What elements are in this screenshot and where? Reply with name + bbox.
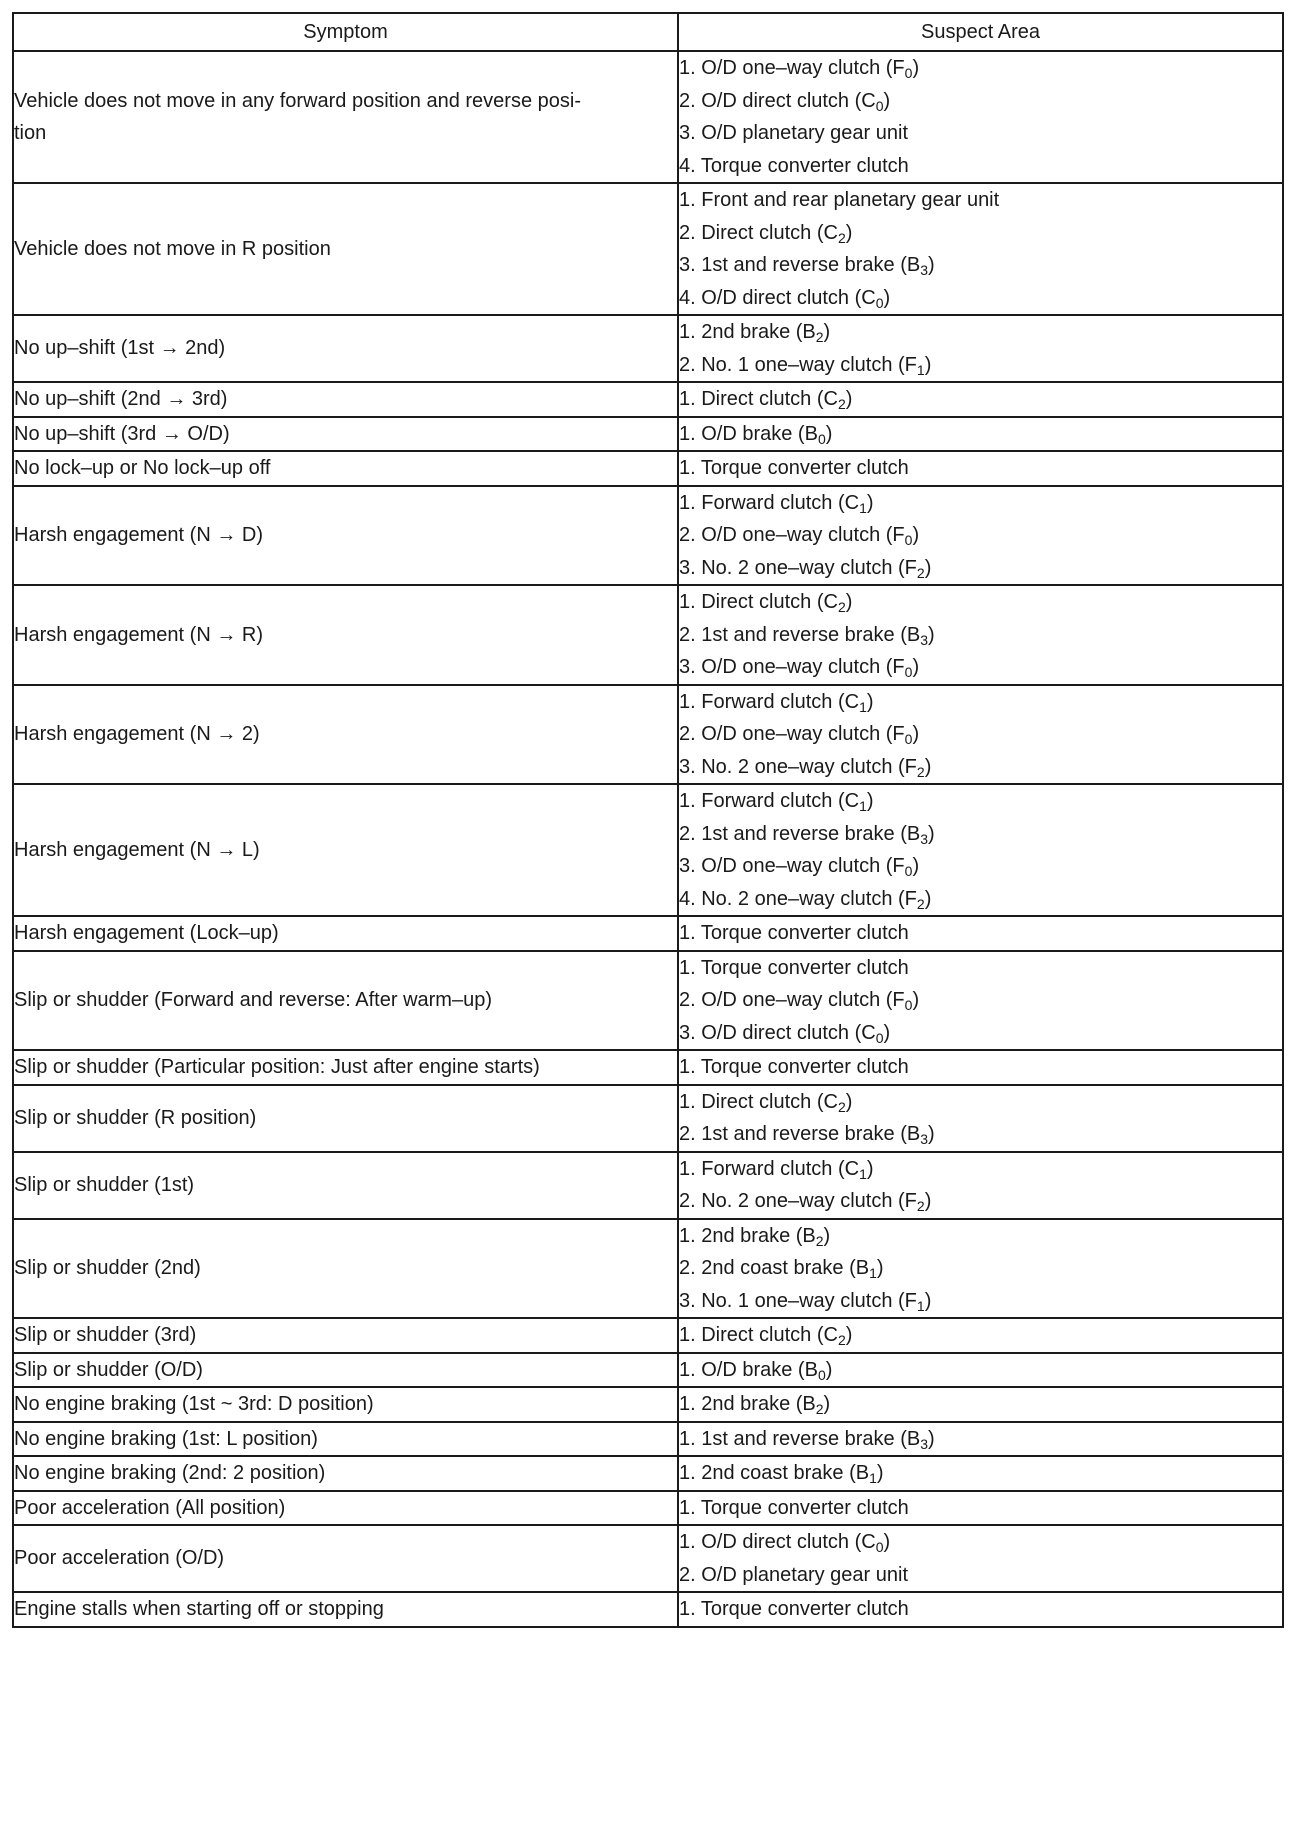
suspect-item: 1. O/D one–way clutch $(F_0)$	[679, 57, 920, 81]
suspect-item: 1. Torque converter clutch	[679, 956, 909, 979]
suspect-item: 1. O/D brake $(B_0)$	[679, 422, 833, 447]
suspect-area-column-header: Suspect Area	[678, 13, 1283, 51]
suspect-item: 3. O/D planetary gear unit	[679, 122, 909, 144]
table-row	[13, 51, 1283, 183]
symptom-cell: No engine braking (2nd: 2 position)	[13, 1456, 678, 1491]
suspect-area-cell	[678, 315, 1283, 382]
table-row	[13, 916, 1283, 951]
symptom-cell: Harsh engagement (N → R)	[13, 585, 678, 685]
suspect-item: 1. Torque converter clutch	[679, 1496, 909, 1519]
header-row	[13, 13, 1283, 51]
suspect-item: 2. 1st and reverse brake $(B_3)$	[679, 822, 935, 847]
suspect-item: 4. No. 2 one–way clutch $(F_2)$	[679, 887, 932, 912]
table-row	[13, 1085, 1283, 1152]
suspect-item: 1. Direct clutch $(C_2)$	[679, 388, 853, 412]
suspect-area-cell	[678, 417, 1283, 452]
symptom-cell: Slip or shudder (Particular position: Just after engine starts)	[13, 1050, 678, 1085]
suspect-item: 4. O/D direct clutch $(C_0)$	[679, 286, 891, 311]
suspect-item: 3. No. 1 one–way clutch $(F_1)$	[679, 1289, 932, 1314]
suspect-item: 1. Torque converter clutch	[679, 1598, 909, 1620]
symptom-cell: Vehicle does not move in R position	[13, 183, 678, 315]
suspect-area-cell	[678, 382, 1283, 417]
suspect-area-cell	[678, 1050, 1283, 1085]
symptom-cell: Poor acceleration (O/D)	[13, 1525, 678, 1592]
symptom-cell: Harsh engagement (Lock–up)	[13, 916, 678, 951]
table-row	[13, 1318, 1283, 1353]
suspect-item: 1. Torque converter clutch	[679, 457, 909, 479]
suspect-item: 2. 2nd coast brake $(B_1)$	[679, 1257, 884, 1281]
suspect-area-cell	[678, 1219, 1283, 1319]
table-body	[13, 51, 1283, 1627]
symptom-cell: No up–shift (1st → 2nd)	[13, 315, 678, 382]
table-row	[13, 1050, 1283, 1085]
suspect-item: 1. Forward clutch $(C_1)$	[679, 1157, 874, 1182]
symptom-table	[12, 12, 1284, 1628]
table-row	[13, 1592, 1283, 1627]
table-row	[13, 315, 1283, 382]
suspect-item: 2. O/D one–way clutch $(F_0)$	[679, 524, 920, 548]
symptom-cell: No engine braking (1st: L position)	[13, 1422, 678, 1457]
suspect-area-cell	[678, 1525, 1283, 1592]
suspect-item: 2. No. 1 one–way clutch $(F_1)$	[679, 353, 932, 378]
suspect-area-cell	[678, 51, 1283, 183]
suspect-area-cell	[678, 183, 1283, 315]
symptom-cell: Slip or shudder (R position)	[13, 1085, 678, 1152]
suspect-item: 1. Torque converter clutch	[679, 922, 909, 944]
symptom-cell: Slip or shudder (2nd)	[13, 1219, 678, 1319]
table-row	[13, 451, 1283, 486]
table-row	[13, 1422, 1283, 1457]
suspect-item: 1. Direct clutch $(C_2)$	[679, 1324, 853, 1348]
table-row	[13, 183, 1283, 315]
suspect-item: 3. O/D one–way clutch $(F_0)$	[679, 855, 920, 879]
suspect-item: 2. Direct clutch $(C_2)$	[679, 221, 853, 246]
suspect-area-cell	[678, 585, 1283, 685]
suspect-item: 2. O/D one–way clutch $(F_0)$	[679, 723, 920, 747]
suspect-area-cell	[678, 1353, 1283, 1388]
symptom-cell: No up–shift (2nd → 3rd)	[13, 382, 678, 417]
suspect-item: 1. O/D direct clutch $(C_0)$	[679, 1531, 891, 1555]
symptom-cell: No lock–up or No lock–up off	[13, 451, 678, 486]
suspect-area-cell	[678, 951, 1283, 1051]
table-row	[13, 417, 1283, 452]
symptom-cell: Slip or shudder (3rd)	[13, 1318, 678, 1353]
symptom-cell: Poor acceleration (All position)	[13, 1491, 678, 1526]
symptom-cell: Engine stalls when starting off or stopping	[13, 1592, 678, 1627]
suspect-area-cell	[678, 916, 1283, 951]
suspect-item: 2. 1st and reverse brake $(B_3)$	[679, 623, 935, 648]
suspect-area-cell	[678, 1422, 1283, 1457]
suspect-area-cell	[678, 685, 1283, 785]
suspect-item: 1. 2nd brake $(B_2)$	[679, 1224, 831, 1249]
symptom-cell: Harsh engagement (N → L)	[13, 784, 678, 916]
symptom-column-header: Symptom	[13, 13, 678, 51]
suspect-item: 3. 1st and reverse brake $(B_3)$	[679, 254, 935, 278]
symptom-cell: Harsh engagement (N → 2)	[13, 685, 678, 785]
table-row	[13, 585, 1283, 685]
suspect-area-cell	[678, 486, 1283, 586]
suspect-area-cell	[678, 1318, 1283, 1353]
suspect-area-cell	[678, 784, 1283, 916]
suspect-item: 4. Torque converter clutch	[679, 154, 909, 177]
symptom-cell: Slip or shudder (O/D)	[13, 1353, 678, 1388]
suspect-item: 2. 1st and reverse brake $(B_3)$	[679, 1123, 935, 1147]
table-row	[13, 951, 1283, 1051]
suspect-item: 1. 2nd brake $(B_2)$	[679, 321, 831, 345]
table-row	[13, 1525, 1283, 1592]
table-row	[13, 1491, 1283, 1526]
suspect-item: 1. Direct clutch $(C_2)$	[679, 1090, 853, 1115]
table-row	[13, 1152, 1283, 1219]
suspect-item: 1. Forward clutch $(C_1)$	[679, 491, 874, 516]
symptom-cell: Slip or shudder (Forward and reverse: After warm–up)	[13, 951, 678, 1051]
table-row	[13, 1387, 1283, 1422]
suspect-item: 1. Forward clutch $(C_1)$	[679, 790, 874, 814]
suspect-item: 2. O/D one–way clutch $(F_0)$	[679, 989, 920, 1013]
table-row	[13, 1353, 1283, 1388]
suspect-area-cell	[678, 1387, 1283, 1422]
symptom-cell: No up–shift (3rd → O/D)	[13, 417, 678, 452]
symptom-cell: Harsh engagement (N → D)	[13, 486, 678, 586]
table-row	[13, 382, 1283, 417]
symptom-cell: No engine braking (1st ~ 3rd: D position)	[13, 1387, 678, 1422]
suspect-item: 1. 2nd brake $(B_2)$	[679, 1393, 831, 1417]
suspect-item: 3. No. 2 one–way clutch $(F_2)$	[679, 755, 932, 780]
suspect-item: 1. Torque converter clutch	[679, 1056, 909, 1078]
suspect-item: 2. No. 2 one–way clutch $(F_2)$	[679, 1190, 932, 1214]
suspect-area-cell	[678, 1491, 1283, 1526]
suspect-item: 2. O/D planetary gear unit	[679, 1563, 909, 1586]
table-row	[13, 784, 1283, 916]
table-row	[13, 685, 1283, 785]
suspect-area-cell	[678, 451, 1283, 486]
suspect-item: 3. O/D one–way clutch $(F_0)$	[679, 656, 920, 680]
suspect-area-cell	[678, 1592, 1283, 1627]
suspect-item: 1. 2nd coast brake $(B_1)$	[679, 1462, 884, 1486]
suspect-item: 1. Front and rear planetary gear unit	[679, 189, 1000, 211]
table-row	[13, 486, 1283, 586]
table-row	[13, 1456, 1283, 1491]
symptom-cell: Vehicle does not move in any forward position and reverse posi- tion	[13, 51, 678, 183]
suspect-item: 3. No. 2 one–way clutch $(F_2)$	[679, 556, 932, 581]
symptom-cell: Slip or shudder (1st)	[13, 1152, 678, 1219]
suspect-area-cell	[678, 1085, 1283, 1152]
suspect-item: 1. 1st and reverse brake $(B_3)$	[679, 1427, 935, 1452]
suspect-item: 1. Forward clutch $(C_1)$	[679, 690, 874, 715]
suspect-area-cell	[678, 1456, 1283, 1491]
suspect-item: 1. Direct clutch $(C_2)$	[679, 591, 853, 615]
diagnosis-document	[12, 12, 1282, 1628]
table-row	[13, 1219, 1283, 1319]
suspect-item: 1. O/D brake $(B_0)$	[679, 1358, 833, 1383]
suspect-item: 3. O/D direct clutch $(C_0)$	[679, 1021, 891, 1046]
suspect-item: 2. O/D direct clutch $(C_0)$	[679, 89, 891, 114]
suspect-area-cell	[678, 1152, 1283, 1219]
